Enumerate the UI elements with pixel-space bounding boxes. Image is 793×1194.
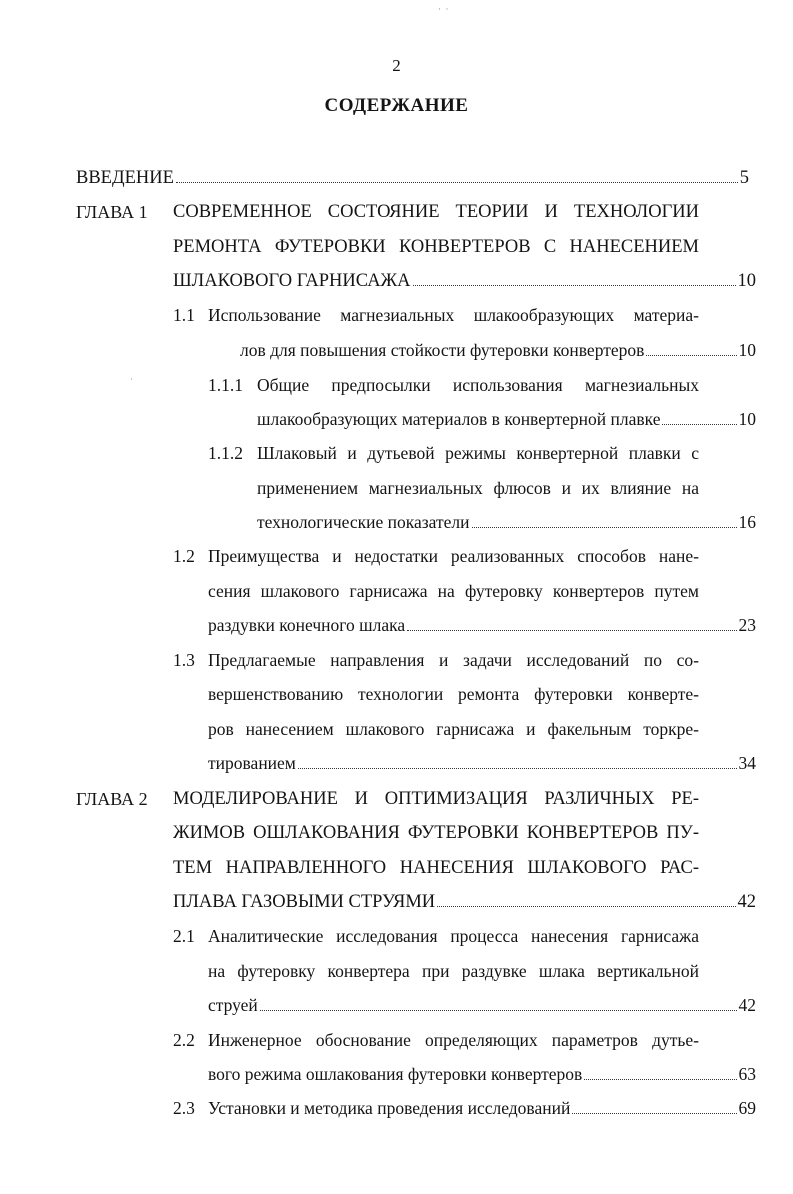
toc-entry-1-2[interactable]	[208, 610, 756, 640]
toc-entry-text: Установки и методика проведения исследований	[208, 1098, 571, 1118]
toc-entry-text[interactable]: Аналитические исследования процесса нанесения гарнисажа	[208, 926, 699, 946]
toc-entry-intro[interactable]	[76, 163, 749, 193]
toc-entry-text: шлакообразующих материалов в конвертерной плавке	[257, 409, 661, 429]
toc-entry-text[interactable]: Предлагаемые направления и задачи исследований по со-	[208, 650, 699, 670]
toc-entry-text[interactable]: Инженерное обоснование определяющих параметров дутье-	[208, 1030, 699, 1050]
toc-entry-text[interactable]: вершенствованию технологии ремонта футеровки конверте-	[208, 684, 699, 704]
toc-entry-1-1-1[interactable]	[257, 404, 756, 434]
section-number: 1.3	[173, 650, 195, 670]
toc-page-number: 34	[738, 753, 756, 773]
toc-page-number: 5	[739, 168, 749, 188]
toc-page-number: 42	[738, 995, 756, 1015]
section-number: 1.1	[173, 305, 195, 325]
dot-leader	[472, 527, 737, 528]
toc-entry-text: технологические показатели	[257, 512, 470, 532]
toc-entry-text: ШЛАКОВОГО ГАРНИСАЖА	[173, 271, 411, 291]
toc-page-number: 10	[738, 409, 756, 429]
dot-leader	[662, 424, 736, 425]
section-number: 1.1.2	[208, 443, 243, 463]
toc-entry-chapter-1[interactable]	[173, 266, 756, 296]
toc-page-number: 16	[738, 512, 756, 532]
toc-entry-2-1[interactable]	[208, 990, 756, 1020]
chapter-label: ГЛАВА 1	[76, 202, 148, 222]
toc-entry-chapter-2[interactable]	[173, 887, 756, 917]
toc-entry-text: лов для повышения стойкости футеровки конвертеров	[240, 340, 645, 360]
toc-entry-text[interactable]: применением магнезиальных флюсов и их влияние на	[257, 478, 699, 498]
section-number: 2.1	[173, 926, 195, 946]
toc-entry-text: раздувки конечного шлака	[208, 615, 406, 635]
toc-entry-text[interactable]: Использование магнезиальных шлакообразующих материа-	[208, 305, 699, 325]
toc-entry-1-1-2[interactable]	[257, 507, 756, 537]
toc-page-number: 10	[738, 340, 756, 360]
toc-entry-text[interactable]: СОВРЕМЕННОЕ СОСТОЯНИЕ ТЕОРИИ И ТЕХНОЛОГИИ	[173, 202, 699, 222]
toc-entry-2-2[interactable]	[208, 1059, 756, 1089]
section-number: 1.2	[173, 546, 195, 566]
toc-page-number: 69	[738, 1098, 756, 1118]
toc-page-number: 63	[738, 1064, 756, 1084]
dot-leader	[584, 1079, 736, 1080]
toc-entry-text: ПЛАВА ГАЗОВЫМИ СТРУЯМИ	[173, 892, 436, 912]
toc-entry-text: вого режима ошлакования футеровки конвертеров	[208, 1064, 583, 1084]
dot-leader	[260, 1010, 737, 1011]
chapter-label: ГЛАВА 2	[76, 789, 148, 809]
toc-entry-1-3[interactable]	[208, 748, 756, 778]
toc-entry-text[interactable]: МОДЕЛИРОВАНИЕ И ОПТИМИЗАЦИЯ РАЗЛИЧНЫХ РЕ-	[173, 789, 699, 809]
section-number: 1.1.1	[208, 375, 243, 395]
toc-entry-text[interactable]: сения шлакового гарнисажа на футеровку конвертеров путем	[208, 581, 699, 601]
toc-entry-text[interactable]: Общие предпосылки использования магнезиальных	[257, 375, 699, 395]
page-title: СОДЕРЖАНИЕ	[324, 95, 469, 116]
page-number: 2	[392, 56, 401, 75]
toc-entry-text[interactable]: на футеровку конвертера при раздувке шлака вертикальной	[208, 961, 699, 981]
toc-entry-2-3[interactable]	[208, 1093, 756, 1123]
toc-entry-text[interactable]: ров нанесением шлакового гарнисажа и факельным торкре-	[208, 719, 699, 739]
dot-leader	[298, 768, 737, 769]
section-number: 2.2	[173, 1030, 195, 1050]
dot-leader	[176, 182, 738, 183]
dot-leader	[413, 285, 736, 286]
toc-page-number: 10	[737, 271, 756, 291]
toc-entry-1-1[interactable]	[240, 335, 756, 365]
toc-page-number: 23	[738, 615, 756, 635]
toc-entry-text[interactable]: ЖИМОВ ОШЛАКОВАНИЯ ФУТЕРОВКИ КОНВЕРТЕРОВ ПУ-	[173, 823, 699, 843]
toc-entry-text[interactable]: ТЕМ НАПРАВЛЕННОГО НАНЕСЕНИЯ ШЛАКОВОГО РАС-	[173, 858, 699, 878]
toc-entry-text: тированием	[208, 753, 296, 773]
scan-speck: ·	[130, 374, 133, 384]
dot-leader	[407, 630, 736, 631]
dot-leader	[572, 1113, 736, 1114]
section-number: 2.3	[173, 1098, 195, 1118]
scan-speck: · ·	[438, 4, 449, 14]
toc-entry-text: струей	[208, 995, 258, 1015]
dot-leader	[437, 906, 735, 907]
toc-page-number: 42	[737, 892, 756, 912]
dot-leader	[646, 355, 736, 356]
toc-entry-text: ВВЕДЕНИЕ	[76, 168, 174, 188]
toc-entry-text[interactable]: РЕМОНТА ФУТЕРОВКИ КОНВЕРТЕРОВ С НАНЕСЕНИЕМ	[173, 237, 699, 257]
toc-entry-text[interactable]: Шлаковый и дутьевой режимы конвертерной плавки с	[257, 443, 699, 463]
toc-entry-text[interactable]: Преимущества и недостатки реализованных способов нане-	[208, 546, 699, 566]
